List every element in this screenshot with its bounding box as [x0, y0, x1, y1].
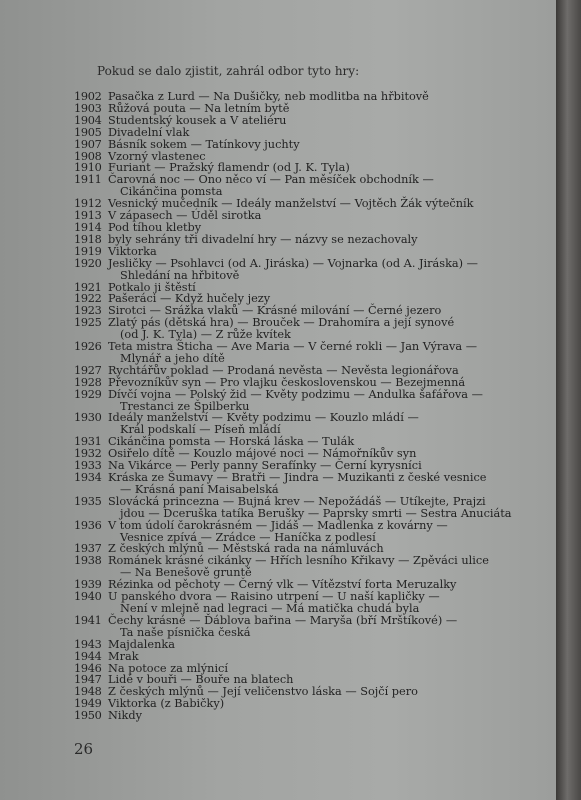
entry-year: 1913: [74, 209, 102, 223]
entry-year: 1910: [74, 161, 102, 175]
entry-line: Jesličky — Psohlavci (od A. Jiráska) — Vojnarka (od A. Jiráska) —: [108, 256, 478, 270]
list-item: [74, 639, 544, 651]
list-item: [74, 651, 544, 663]
entry-line: Slovácká princezna — Bujná krev — Nepožádáš — Utíkejte, Prajzi: [108, 494, 486, 508]
entry-plays: [108, 246, 544, 258]
entry-year: 1936: [74, 518, 102, 532]
entry-plays: [108, 258, 544, 282]
entry-year: 1911: [74, 173, 102, 187]
entry-plays: [108, 341, 544, 365]
plays-list: [74, 91, 544, 722]
entry-plays: [108, 365, 544, 377]
entry-line: V tom údolí čarokrásném — Jidáš — Madlenka z kovárny —: [108, 518, 448, 532]
entry-year: 1925: [74, 316, 102, 330]
entry-year: 1947: [74, 673, 102, 687]
entry-year: 1934: [74, 471, 102, 484]
entry-year: 1908: [74, 149, 102, 163]
entry-year: 1937: [74, 542, 102, 556]
entry-line: Cikánčina pomsta — Horská láska — Tulák: [108, 435, 355, 449]
entry-line: Vzorný vlastenec: [108, 149, 206, 163]
entry-line: Viktorka: [108, 244, 157, 258]
list-item: [74, 591, 544, 615]
entry-year: 1902: [74, 90, 102, 103]
list-item: [74, 389, 544, 413]
entry-plays: [108, 698, 544, 710]
entry-plays: [108, 377, 544, 389]
entry-year: 1948: [74, 685, 102, 699]
entry-continuation-line: — Krásná paní Maisabelská: [120, 482, 279, 496]
entry-line: U panského dvora — Raisino utrpení — U naší kapličky —: [108, 590, 440, 604]
entry-year: 1940: [74, 590, 102, 604]
entry-plays: [108, 520, 544, 544]
entry-line: Kráska ze Šumavy — Bratři — Jindra — Muzikanti z české vesnice: [108, 471, 487, 484]
list-item: [74, 412, 544, 436]
entry-continuation-line: Vesnice zpívá — Zrádce — Haníčka z podlesí: [120, 530, 376, 544]
list-item: [74, 115, 544, 127]
entry-plays: [108, 615, 544, 639]
book-spine-shadow: [556, 0, 581, 800]
entry-line: Divadelní vlak: [108, 125, 190, 139]
list-item: [74, 139, 544, 151]
list-item: [74, 341, 544, 365]
entry-continuation-line: Shledání na hřbitově: [120, 268, 240, 282]
entry-line: Osiřelo dítě — Kouzlo májové noci — Námořníkův syn: [108, 447, 417, 461]
entry-plays: [108, 234, 544, 246]
entry-year: 1921: [74, 280, 102, 294]
entry-plays: [108, 472, 544, 496]
entry-line: Pod tíhou kletby: [108, 220, 202, 234]
entry-year: 1920: [74, 256, 102, 270]
entry-year: 1922: [74, 292, 102, 306]
entry-line: Viktorka (z Babičky): [108, 697, 225, 711]
entry-plays: [108, 115, 544, 127]
entry-year: 1904: [74, 113, 102, 127]
entry-year: 1929: [74, 387, 102, 401]
entry-line: Pašeráci — Když hučely jezy: [108, 292, 271, 306]
list-item: [74, 127, 544, 139]
entry-line: byly sehrány tři divadelní hry — názvy se nezachovaly: [108, 232, 418, 246]
entry-plays: [108, 389, 544, 413]
entry-continuation-line: Mlynář a jeho dítě: [120, 351, 225, 365]
entry-year: 1938: [74, 554, 102, 568]
entry-year: 1905: [74, 125, 102, 139]
entry-continuation-line: Ta naše písnička česká: [120, 625, 251, 639]
entry-line: Ideály manželství — Květy podzimu — Kouzlo mládí —: [108, 411, 419, 425]
list-item: [74, 496, 544, 520]
entry-line: Sirotci — Srážka vlaků — Krásné milování — Černé jezero: [108, 304, 442, 318]
entry-line: Dívčí vojna — Polský žid — Květy podzimu — Andulka šafářova —: [108, 387, 483, 401]
entry-continuation-line: Cikánčina pomsta: [120, 185, 223, 199]
list-item: [74, 615, 544, 639]
entry-line: Čarovná noc — Ono něco ví — Pan měsíček obchodník —: [108, 173, 434, 187]
entry-line: Furiant — Pražský flamendr (od J. K. Tyla): [108, 161, 350, 175]
entry-year: 1944: [74, 649, 102, 663]
list-item: [74, 317, 544, 341]
entry-year: 1946: [74, 661, 102, 675]
intro-text: Pokud se dalo zjistit, zahrál odbor tyto hry:: [97, 64, 360, 78]
entry-line: Čechy krásné — Ďáblova bařina — Maryša (bří Mrštíkové) —: [108, 613, 458, 627]
entry-year: 1931: [74, 435, 102, 449]
entry-year: 1930: [74, 411, 102, 425]
entry-year: 1923: [74, 304, 102, 318]
list-item: [74, 234, 544, 246]
entry-year: 1933: [74, 459, 102, 473]
entry-line: Mrak: [108, 649, 139, 663]
entry-year: 1949: [74, 697, 102, 711]
entry-plays: [108, 317, 544, 341]
entry-continuation-line: Není v mlejně nad legraci — Má matička chudá byla: [120, 601, 420, 615]
entry-plays: [108, 139, 544, 151]
entry-plays: [108, 710, 544, 722]
entry-year: 1918: [74, 232, 102, 246]
entry-line: Na Vikárce — Perly panny Serafínky — Černí kyrysníci: [108, 459, 422, 473]
entry-year: 1919: [74, 244, 102, 258]
entry-year: 1932: [74, 447, 102, 461]
entry-line: Básník sokem — Tatínkovy juchty: [108, 137, 300, 151]
entry-line: Románek krásné cikánky — Hřích lesního Křikavy — Zpěváci ulice: [108, 554, 489, 568]
entry-year: 1907: [74, 137, 102, 151]
entry-plays: [108, 496, 544, 520]
entry-plays: [108, 591, 544, 615]
entry-line: Studentský kousek a V ateliéru: [108, 113, 287, 127]
entry-continuation-line: Král podskalí — Píseň mládí: [120, 423, 281, 437]
entry-line: Vesnický mučedník — Ideály manželství — Vojtěch Žák výtečník: [108, 197, 474, 211]
entry-continuation-line: (od J. K. Tyla) — Z růže kvítek: [120, 328, 291, 342]
entry-year: 1935: [74, 494, 102, 508]
entry-year: 1912: [74, 197, 102, 211]
list-item: [74, 472, 544, 496]
entry-year: 1903: [74, 101, 102, 115]
entry-plays: [108, 412, 544, 436]
entry-continuation-line: Trestanci ze Špilberku: [120, 399, 250, 413]
entry-line: Rézinka od pěchoty — Černý vlk — Vítězství forta Meruzalky: [108, 578, 457, 592]
entry-plays: [108, 127, 544, 139]
entry-line: Pasačka z Lurd — Na Dušičky, neb modlitba na hřbitově: [108, 90, 429, 103]
entry-line: Majdalenka: [108, 637, 175, 651]
list-item: [74, 246, 544, 258]
entry-line: Z českých mlýnů — Městská rada na námluvách: [108, 542, 384, 556]
entry-continuation-line: — Na Benešově gruntě: [120, 566, 252, 580]
entry-plays: [108, 174, 544, 198]
list-item: [74, 520, 544, 544]
entry-plays: [108, 651, 544, 663]
entry-year: 1941: [74, 613, 102, 627]
entry-plays: [108, 639, 544, 651]
entry-line: Lidé v bouři — Bouře na blatech: [108, 673, 294, 687]
entry-line: Převozníkův syn — Pro vlajku československou — Bezejmenná: [108, 375, 466, 389]
list-item: [74, 698, 544, 710]
entry-line: Nikdy: [108, 709, 142, 723]
list-item: [74, 710, 544, 722]
entry-year: 1914: [74, 220, 102, 234]
entry-line: Na potoce za mlýnicí: [108, 661, 229, 675]
entry-year: 1950: [74, 709, 102, 723]
entry-year: 1926: [74, 340, 102, 354]
entry-line: Růžová pouta — Na letním bytě: [108, 101, 290, 115]
list-item: [74, 258, 544, 282]
list-item: [74, 174, 544, 198]
entry-line: Zlatý pás (dětská hra) — Brouček — Drahomíra a její synové: [108, 316, 455, 330]
entry-year: 1927: [74, 363, 102, 377]
entry-line: V zápasech — Úděl sirotka: [108, 209, 262, 223]
entry-year: 1939: [74, 578, 102, 592]
list-item: [74, 555, 544, 579]
list-item: [74, 377, 544, 389]
entry-continuation-line: jdou — Dceruška tatíka Berušky — Paprsky smrti — Sestra Anuciáta: [120, 506, 512, 520]
entry-year: 1943: [74, 637, 102, 651]
list-item: [74, 365, 544, 377]
entry-plays: [108, 555, 544, 579]
entry-line: Rychtářův poklad — Prodaná nevěsta — Nevěsta legionářova: [108, 363, 459, 377]
page-number: 26: [74, 740, 94, 758]
entry-line: Potkalo ji štěstí: [108, 280, 196, 294]
entry-line: Teta mistra Šticha — Ave Maria — V černé rokli — Jan Výrava —: [108, 340, 478, 354]
entry-year: 1928: [74, 375, 102, 389]
entry-line: Z českých mlýnů — Její veličenstvo láska — Sojčí pero: [108, 685, 418, 699]
